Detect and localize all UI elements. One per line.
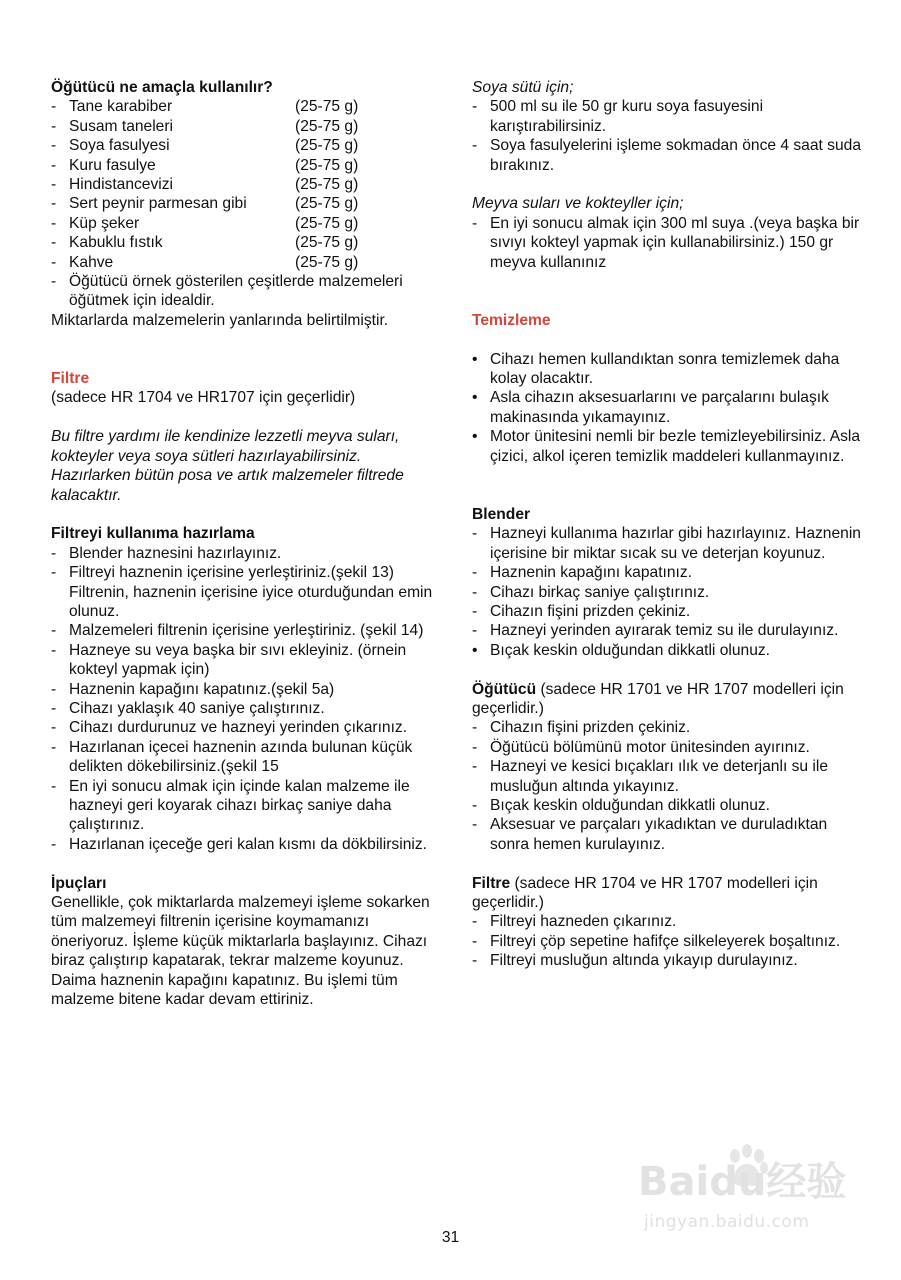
tips-heading: İpuçları bbox=[51, 874, 107, 892]
filter-heading: Filtre bbox=[51, 370, 90, 388]
list-item: - Blender haznesini hazırlayınız. bbox=[51, 544, 282, 562]
filter-intro: Bu filtre yardımı ile kendinize lezzetli meyva suları, kokteyler veya soya sütleri hazırlayabilirsiniz. Hazırlarken bütün posa ve artık malzemeler filtrede kalacaktır. bbox=[51, 428, 404, 504]
list-item: - Filtreyi haznenin içerisine yerleştiriniz.(şekil 13) Filtrenin, haznenin içerisine iyice oturduğundan emin olunuz. bbox=[51, 564, 433, 620]
cleaning-heading: Temizleme bbox=[472, 311, 551, 329]
filter-cleaning-list bbox=[472, 912, 867, 970]
list-item: - Malzemeleri filtrenin içerisine yerleştiriniz. (şekil 14) bbox=[51, 622, 424, 640]
watermark-logo: Baidu经验 bbox=[638, 1159, 847, 1205]
list-item: - Haznenin kapağını kapatınız.(şekil 5a) bbox=[51, 680, 335, 698]
list-item: - Hazneyi kullanıma hazırlar gibi hazırlayınız. Haznenin içerisine bir miktar sıcak su ve deterjan koyunuz. bbox=[472, 525, 861, 562]
list-item: - Filtreyi musluğun altında yıkayıp durulayınız. bbox=[472, 952, 798, 970]
list-item: - Hazırlanan içeceğe geri kalan kısmı da dökbilirsiniz. bbox=[51, 835, 427, 853]
left-column bbox=[51, 78, 436, 1009]
cleaning-list bbox=[472, 350, 867, 466]
list-item: - Hazneye su veya başka bir sıvı ekleyiniz. (örnein kokteyl yapmak için) bbox=[51, 641, 407, 679]
list-item: - Hazırlanan içecei haznenin azında bulunan küçük delikten dökebilirsiniz.(şekil 15 bbox=[51, 738, 413, 776]
list-item: - Hazneyi yerinden ayırarak temiz su ile durulayınız. bbox=[472, 622, 839, 640]
list-item: - Öğütücü örnek gösterilen çeşitlerde malzemeleri öğütmek için idealdir. bbox=[51, 273, 403, 310]
list-item: - Hindistancevizi (25-75 g) bbox=[51, 176, 359, 194]
soy-milk-list bbox=[472, 97, 867, 175]
tips-text: Genellikle, çok miktarlarda malzemeyi işleme sokarken tüm malzemeyi filtrenin içerisine koymamanızı öneriyoruz. İşleme küçük miktarlarla başlayınız. Cihazı biraz çalıştırıp kapatarak, tekrar malzeme koyunuz. Daima haznenin kapağını kapatınız. Bu işlemi tüm malzeme bitene kadar devam ettiriniz. bbox=[51, 894, 430, 1009]
list-item: - Tane karabiber (25-75 g) bbox=[51, 98, 359, 116]
filter-subtitle: (sadece HR 1704 ve HR1707 için geçerlidir) bbox=[51, 389, 356, 407]
list-item: - Filtreyi hazneden çıkarınız. bbox=[472, 913, 677, 931]
baidu-watermark bbox=[638, 1142, 853, 1242]
filter-cleaning-heading: Filtre (sadece HR 1704 ve HR 1707 modelleri için geçerlidir.) bbox=[472, 874, 818, 911]
grinder-cleaning-list bbox=[472, 718, 867, 854]
list-item: - Cihazı durdurunuz ve hazneyi yerinden çıkarınız. bbox=[51, 719, 408, 737]
filter-prep-heading: Filtreyi kullanıma hazırlama bbox=[51, 525, 255, 543]
right-column bbox=[472, 78, 867, 971]
page-number: 31 bbox=[441, 1229, 460, 1246]
list-item: • Motor ünitesini nemli bir bezle temizleyebilirsiniz. Asla çizici, alkol içeren temizlik maddeleri kullanmayınız. bbox=[472, 428, 861, 465]
watermark-url: jingyan.baidu.com bbox=[644, 1212, 810, 1232]
list-item: - Kahve (25-75 g) bbox=[51, 253, 359, 271]
list-item: - Kuru fasulye (25-75 g) bbox=[51, 156, 359, 174]
list-item: • Asla cihazın aksesuarlarını ve parçalarını bulaşık makinasında yıkamayınız. bbox=[472, 389, 829, 426]
list-item: - Bıçak keskin olduğundan dikkatli olunuz. bbox=[472, 796, 770, 814]
grinder-ingredients-list bbox=[51, 97, 436, 310]
list-item: - Kabuklu fıstık (25-75 g) bbox=[51, 234, 359, 252]
list-item: - Aksesuar ve parçaları yıkadıktan ve duruladıktan sonra hemen kurulayınız. bbox=[472, 816, 828, 853]
list-item: - Filtreyi çöp sepetine hafifçe silkeleyerek boşaltınız. bbox=[472, 932, 841, 950]
blender-heading: Blender bbox=[472, 505, 531, 523]
list-item: - Cihazın fişini prizden çekiniz. bbox=[472, 719, 691, 737]
grinder-footer-text: Miktarlarda malzemelerin yanlarında belirtilmiştir. bbox=[51, 311, 389, 329]
grinder-uses-heading: Öğütücü ne amaçla kullanılır? bbox=[51, 79, 273, 96]
juice-list bbox=[472, 214, 867, 272]
list-item: - En iyi sonucu almak için içinde kalan malzeme ile hazneyi geri koyarak cihazı birkaç saniye daha çalıştırınız. bbox=[51, 777, 410, 834]
list-item: - 500 ml su ile 50 gr kuru soya fasuyesini karıştırabilirsiniz. bbox=[472, 98, 764, 135]
list-item: - Öğütücü bölümünü motor ünitesinden ayırınız. bbox=[472, 738, 810, 756]
list-item: - Hazneyi ve kesici bıçakları ılık ve deterjanlı su ile musluğun altında yıkayınız. bbox=[472, 758, 829, 795]
blender-list bbox=[472, 524, 867, 660]
juice-heading: Meyva suları ve kokteyller için; bbox=[472, 195, 684, 213]
grinder-cleaning-heading: Öğütücü (sadece HR 1701 ve HR 1707 modelleri için geçerlidir.) bbox=[472, 680, 844, 717]
list-item: - Susam taneleri (25-75 g) bbox=[51, 117, 359, 135]
list-item: - Sert peynir parmesan gibi (25-75 g) bbox=[51, 195, 359, 213]
filter-prep-steps bbox=[51, 544, 436, 855]
list-item: - Cihazı birkaç saniye çalıştırınız. bbox=[472, 583, 710, 601]
list-item: - Cihazın fişini prizden çekiniz. bbox=[472, 602, 691, 620]
list-item: - Cihazı yaklaşık 40 saniye çalıştırınız. bbox=[51, 699, 325, 717]
list-item: • Cihazı hemen kullandıktan sonra temizlemek daha kolay olacaktır. bbox=[472, 350, 840, 388]
list-item: - Haznenin kapağını kapatınız. bbox=[472, 564, 692, 582]
list-item: - Soya fasulyelerini işleme sokmadan önce 4 saat suda bırakınız. bbox=[472, 137, 861, 174]
soy-milk-heading: Soya sütü için; bbox=[472, 79, 574, 96]
list-item: - En iyi sonucu almak için 300 ml suya .(veya başka bir sıvıyı kokteyl yapmak için kullanabilirsiniz.) 150 gr meyva kullanınız bbox=[472, 214, 860, 271]
list-item: • Bıçak keskin olduğundan dikkatli olunuz. bbox=[472, 641, 770, 659]
list-item: - Soya fasulyesi (25-75 g) bbox=[51, 137, 359, 155]
list-item: - Küp şeker (25-75 g) bbox=[51, 214, 359, 232]
